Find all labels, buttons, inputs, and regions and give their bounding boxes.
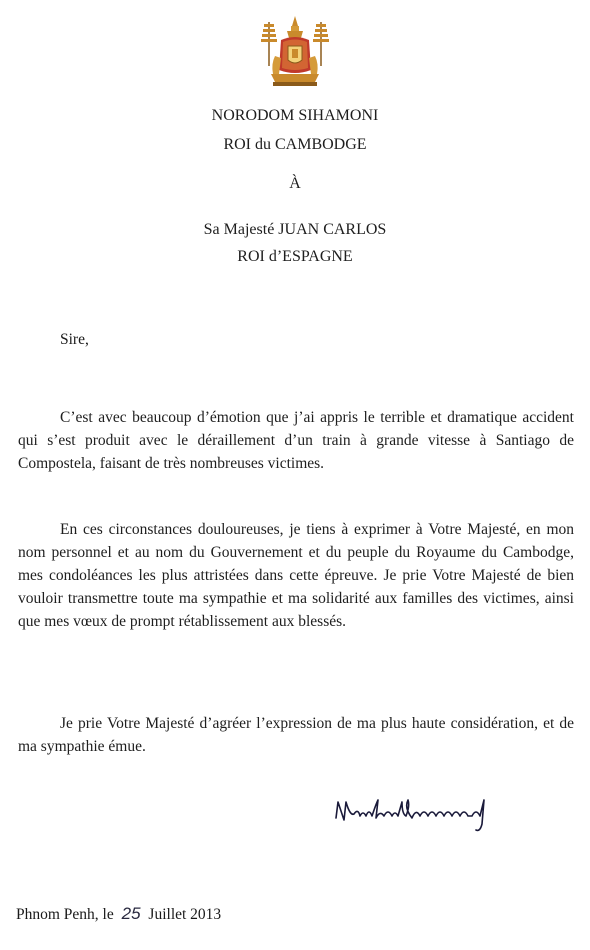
handwritten-signature: [332, 794, 502, 834]
paragraph-3: Je prie Votre Majesté d’agréer l’expression de ma plus haute considération, et de ma sympathie émue.: [18, 715, 574, 755]
paragraph-1: C’est avec beaucoup d’émotion que j’ai appris le terrible et dramatique accident qui s’est produit avec le déraillement d’un train à grande vitesse à Santiago de Compostela, faisant de très nombreuses victimes.: [18, 409, 574, 472]
sender-title: ROI du CAMBODGE: [223, 136, 367, 153]
date-day: 25: [121, 904, 141, 923]
to-marker: À: [289, 175, 301, 192]
sender-name: NORODOM SIHAMONI: [211, 107, 379, 124]
date-place: Phnom Penh, le: [16, 906, 114, 923]
recipient-title: ROI d’ESPAGNE: [237, 248, 353, 265]
date-month-year: Juillet 2013: [148, 906, 222, 923]
recipient-name: Sa Majesté JUAN CARLOS: [203, 221, 387, 238]
paragraph-2: En ces circonstances douloureuses, je tiens à exprimer à Votre Majesté, en mon nom personnel et au nom du Gouvernement et du peuple du Royaume du Cambodge, mes condoléances les plus attristées dans cette épreuve. Je prie Votre Majesté de bien vouloir transmettre toute ma sympathie et ma solidarité aux familles des victimes, ainsi que mes vœux de prompt rétablissement aux blessés.: [18, 521, 574, 630]
date-line: [16, 904, 221, 925]
royal-coat-of-arms-icon: [253, 14, 337, 90]
salutation: Sire,: [60, 331, 89, 348]
